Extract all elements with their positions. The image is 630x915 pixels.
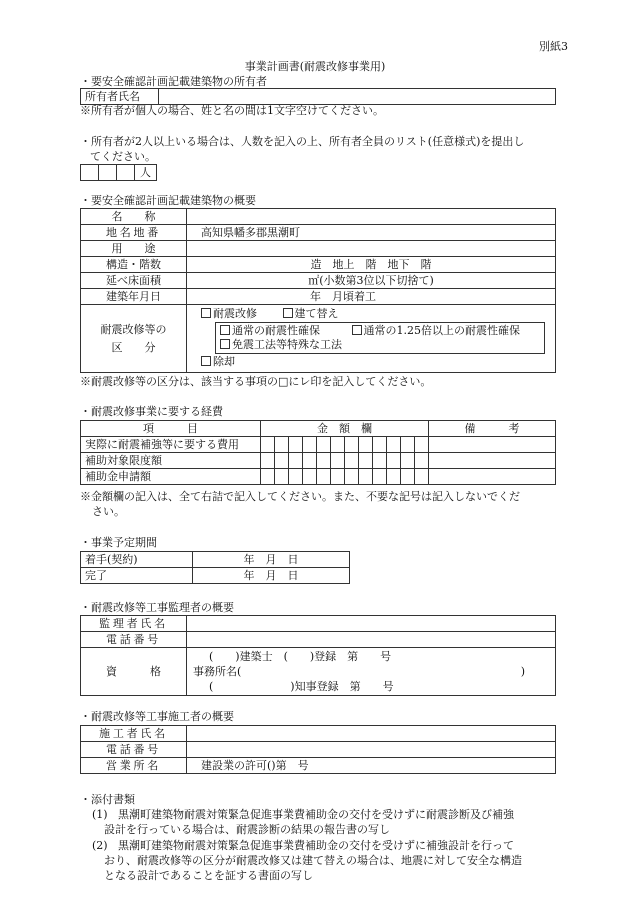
row-structure-value[interactable]: 造 地上 階 地下 階 [187, 257, 556, 273]
attachment-2-line-a: 黒潮町建築物耐震対策緊急促進事業費補助金の交付を受けずに補強設計を行って [118, 839, 514, 852]
owner-note-1: ※所有者が個人の場合、姓と名の間は1文字空けてください。 [80, 104, 384, 117]
cost-note-b: さい。 [92, 505, 125, 518]
option-normal[interactable]: 通常の耐震性確保 [220, 324, 320, 337]
row-floor-area-label: 延べ床面積 [81, 273, 187, 289]
cost-col-item: 項 目 [81, 421, 261, 437]
schedule-end-label: 完了 [81, 568, 193, 584]
office-name-label: 事務所名( [193, 665, 242, 678]
amount-digit[interactable] [359, 437, 373, 453]
row-name-field[interactable] [187, 209, 556, 225]
cost-row-label: 補助金申請額 [81, 469, 261, 485]
supervisor-qual-label: 資 格 [81, 648, 187, 696]
count-unit: 人 [135, 165, 157, 181]
schedule-heading: ・事業予定期間 [80, 536, 157, 549]
checkbox-icon[interactable] [201, 308, 211, 318]
contractor-name-label: 施工者氏名 [81, 726, 187, 742]
amount-digit[interactable] [401, 437, 415, 453]
attachment-2-number: (2) [92, 839, 108, 852]
owner-count-table [80, 164, 157, 181]
amount-digit[interactable] [289, 437, 303, 453]
supervisor-phone-field[interactable] [187, 632, 556, 648]
supervisor-phone-label: 電話番号 [81, 632, 187, 648]
category-options [187, 305, 556, 373]
row-name-label: 名 称 [81, 209, 187, 225]
cost-row-label: 補助対象限度額 [81, 453, 261, 469]
amount-digit[interactable] [415, 437, 429, 453]
amount-digit[interactable] [289, 469, 303, 485]
contractor-phone-label: 電話番号 [81, 742, 187, 758]
amount-digit[interactable] [331, 469, 345, 485]
attachment-2-line-c: となる設計であることを証する書面の写し [104, 869, 313, 882]
contractor-office-label: 営業所名 [81, 758, 187, 774]
qual-line-1: ( )建築士 ( )登録 第 号 [209, 650, 392, 663]
office-name-close: ) [520, 665, 525, 678]
contractor-heading: ・耐震改修等工事施工者の概要 [80, 710, 234, 723]
checkbox-icon[interactable] [220, 325, 230, 335]
owner-name-label: 所有者氏名 [81, 89, 159, 105]
amount-digit[interactable] [415, 453, 429, 469]
option-demolition[interactable]: 除却 [201, 355, 235, 368]
overview-note: ※耐震改修等の区分は、該当する事項の□にレ印を記入してください。 [80, 375, 432, 388]
cost-note-a: ※金額欄の記入は、全て右詰で記入してください。また、不要な記号は記入しないでくだ [80, 490, 520, 503]
amount-digit[interactable] [401, 469, 415, 485]
option-retrofit[interactable]: 耐震改修 [201, 307, 257, 320]
remark-field[interactable] [429, 469, 556, 485]
amount-digit[interactable] [345, 437, 359, 453]
schedule-table [80, 551, 350, 584]
attachment-1-line-a: 黒潮町建築物耐震対策緊急促進事業費補助金の交付を受けずに耐震診断及び補強 [118, 808, 514, 821]
amount-digit[interactable] [317, 437, 331, 453]
row-use-label: 用 途 [81, 241, 187, 257]
checkbox-icon[interactable] [220, 339, 230, 349]
attachments-heading: ・添付書類 [80, 793, 135, 806]
contractor-phone-field[interactable] [187, 742, 556, 758]
amount-digit[interactable] [373, 453, 387, 469]
checkbox-icon[interactable] [283, 308, 293, 318]
row-location-value[interactable]: 高知県幡多郡黒潮町 [187, 225, 556, 241]
supervisor-table [80, 615, 556, 696]
contractor-table [80, 725, 556, 774]
amount-digit[interactable] [373, 469, 387, 485]
cost-table [80, 420, 556, 485]
qual-line-2 [193, 664, 549, 679]
schedule-start-date[interactable]: 年 月 日 [193, 552, 350, 568]
supervisor-qual-field[interactable] [187, 648, 556, 696]
checkbox-icon[interactable] [352, 325, 362, 335]
amount-digit[interactable] [303, 437, 317, 453]
amount-digit[interactable] [415, 469, 429, 485]
amount-digit[interactable] [261, 469, 275, 485]
corner-label: 別紙3 [539, 40, 568, 53]
page-title: 事業計画書(耐震改修事業用) [244, 60, 386, 73]
row-category-label [81, 305, 187, 373]
checkbox-icon[interactable] [201, 356, 211, 366]
schedule-start-label: 着手(契約) [81, 552, 193, 568]
schedule-end-date[interactable]: 年 月 日 [193, 568, 350, 584]
amount-digit[interactable] [387, 453, 401, 469]
amount-digit[interactable] [345, 453, 359, 469]
owner-name-field[interactable] [159, 89, 556, 105]
amount-digit[interactable] [317, 469, 331, 485]
supervisor-name-field[interactable] [187, 616, 556, 632]
category-label-line-1: 耐震改修等の [100, 322, 167, 336]
option-125x[interactable]: 通常の1.25倍以上の耐震性確保 [352, 324, 521, 337]
cost-row [81, 453, 556, 469]
amount-digit[interactable] [359, 453, 373, 469]
attachment-2-line-b: おり、耐震改修等の区分が耐震改修又は建て替えの場合は、地震に対して安全な構造 [104, 854, 522, 867]
category-label-line-2: 区 分 [111, 340, 156, 354]
retrofit-sub-options [215, 322, 545, 354]
overview-table [80, 208, 556, 373]
amount-digit[interactable] [275, 469, 289, 485]
cost-row [81, 469, 556, 485]
cost-row-label: 実際に耐震補強等に要する費用 [81, 437, 261, 453]
count-digit-1[interactable] [81, 165, 99, 181]
option-isolation[interactable]: 免震工法等特殊な工法 [220, 338, 342, 351]
row-location-label: 地名地番 [81, 225, 187, 241]
contractor-office-value[interactable]: 建設業の許可()第 号 [187, 758, 556, 774]
supervisor-name-label: 監理者氏名 [81, 616, 187, 632]
row-date-label: 建築年月日 [81, 289, 187, 305]
amount-digit[interactable] [331, 437, 345, 453]
row-date-value[interactable]: 年 月頃着工 [187, 289, 556, 305]
amount-digit[interactable] [289, 453, 303, 469]
supervisor-heading: ・耐震改修等工事監理者の概要 [80, 601, 234, 614]
amount-digit[interactable] [359, 469, 373, 485]
owner-heading: ・要安全確認計画記載建築物の所有者 [80, 75, 267, 88]
amount-digit[interactable] [261, 437, 275, 453]
amount-digit[interactable] [387, 437, 401, 453]
amount-digit[interactable] [331, 453, 345, 469]
contractor-name-field[interactable] [187, 726, 556, 742]
amount-digit[interactable] [261, 453, 275, 469]
option-rebuild[interactable]: 建て替え [283, 307, 339, 320]
amount-digit[interactable] [373, 437, 387, 453]
count-digit-3[interactable] [117, 165, 135, 181]
attachment-1-line-b: 設計を行っている場合は、耐震診断の結果の報告書の写し [104, 823, 390, 836]
amount-digit[interactable] [303, 469, 317, 485]
row-floor-area-value[interactable]: ㎡(小数第3位以下切捨て) [187, 273, 556, 289]
cost-col-remark: 備 考 [429, 421, 556, 437]
qual-line-3: ( )知事登録 第 号 [209, 680, 394, 693]
attachment-1-number: (1) [92, 808, 108, 821]
amount-digit[interactable] [275, 437, 289, 453]
cost-heading: ・耐震改修事業に要する経費 [80, 405, 223, 418]
amount-digit[interactable] [401, 453, 415, 469]
count-digit-2[interactable] [99, 165, 117, 181]
row-structure-label: 構造・階数 [81, 257, 187, 273]
overview-heading: ・要安全確認計画記載建築物の概要 [80, 194, 256, 207]
remark-field[interactable] [429, 437, 556, 453]
amount-digit[interactable] [317, 453, 331, 469]
row-use-field[interactable] [187, 241, 556, 257]
owner-note-2a: ・所有者が2人以上いる場合は、人数を記入の上、所有者全員のリスト(任意様式)を提出し [80, 135, 525, 148]
amount-digit[interactable] [387, 469, 401, 485]
owner-note-2b: てください。 [90, 150, 156, 163]
amount-digit[interactable] [303, 453, 317, 469]
cost-row [81, 437, 556, 453]
cost-col-amount: 金 額 欄 [261, 421, 429, 437]
amount-digit[interactable] [345, 469, 359, 485]
owner-table [80, 88, 556, 105]
remark-field[interactable] [429, 453, 556, 469]
amount-digit[interactable] [275, 453, 289, 469]
